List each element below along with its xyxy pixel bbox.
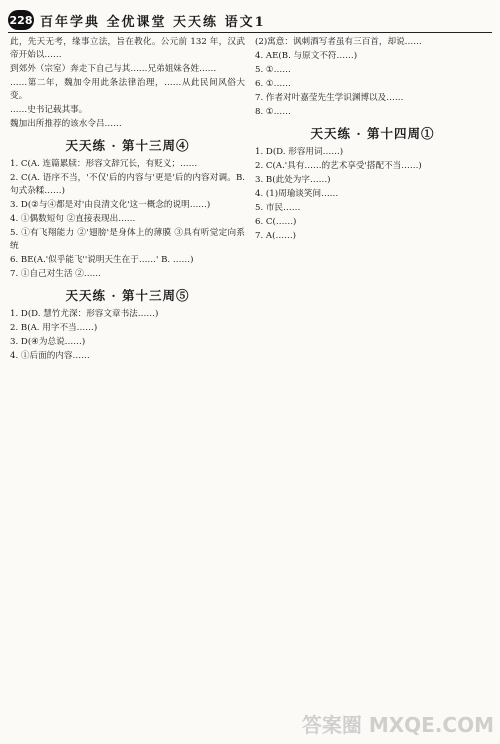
answer-item: 1. D(D. 慧竹尤深：形容文章书法……) (10, 309, 159, 319)
answer-item: 1. C(A. 连篇累牍：形容文辞冗长，有贬义；…… (10, 159, 198, 169)
answer-item: 2. C(A. 语序不当，'不仅'后的内容与'更是'后的内容对调。B. 句式杂糅……) (10, 173, 245, 196)
answer-item: 4. AE(B. 与原文不符……) (255, 51, 358, 61)
answer-item: 4. ①偶数短句 ②直接表现出…… (10, 214, 136, 224)
answer-item: 7. ①自己对生活 ②…… (10, 269, 102, 279)
answer-item: 7. A(……) (255, 231, 297, 241)
page-number-badge: 228 (8, 10, 34, 30)
watermark: 答案圈 MXQE.COM (301, 713, 494, 737)
left-column (10, 36, 245, 732)
answer-item: 2. C(A.'具有……的艺术享受'搭配不当……) (255, 161, 422, 171)
answer-item: (2)寓意：讽刺酒写者虽有三百首，却说…… (255, 37, 422, 47)
answer-item: 8. ①…… (255, 107, 291, 117)
answer-item: 6. ①…… (255, 79, 291, 89)
answer-item: 4. ①后面的内容…… (10, 351, 90, 361)
answer-item: 6. C(……) (255, 217, 297, 227)
paragraph: 魏加出所推荐的该水令吕…… (10, 119, 122, 129)
section-title: 天天练 · 第十三周④ (65, 138, 190, 153)
section-title: 天天练 · 第十三周⑤ (65, 288, 190, 303)
paragraph: 到郊外（宗室）奔走下自己与其……兄弟姐妹各姓…… (10, 64, 217, 74)
content-columns (10, 36, 490, 732)
section-title: 天天练 · 第十四周① (310, 126, 435, 141)
answer-item: 5. ①…… (255, 65, 291, 75)
paragraph: 此，先天无考，缘事立法，旨在教化。公元前 132 年，汉武帝开始以…… (10, 37, 245, 60)
paragraph: ……第二年，魏加令用此条法律治理，……从此民间风俗大变。 (10, 78, 245, 101)
header-title: 百年学典 全优课堂 天天练 语文1 (40, 14, 266, 30)
page-header (8, 8, 492, 33)
right-column (255, 36, 490, 732)
answer-item: 5. 市民…… (255, 203, 301, 213)
answer-item: 5. ①有飞翔能力 ②'翅膀'是身体上的薄膜 ③具有听觉定向系统 (10, 228, 245, 251)
answer-item: 6. BE(A.'似乎能飞''说明天生在于……' B. ……) (10, 255, 194, 265)
answer-item: 1. D(D. 形容用词……) (255, 147, 344, 157)
answer-item: 3. D(②与④都是对'由良清文化'这一概念的说明……) (10, 200, 211, 210)
answer-item: 2. B(A. 用字不当……) (10, 323, 98, 333)
answer-item: 3. B(此处为字……) (255, 175, 331, 185)
answer-item: 4. (1)周瑜谈笑间…… (255, 189, 339, 199)
answer-item: 7. 作者对叶嘉莹先生学识渊博以及…… (255, 93, 404, 103)
paragraph: ……史书记载其事。 (10, 105, 88, 115)
answer-item: 3. D(④为总说……) (10, 337, 86, 347)
